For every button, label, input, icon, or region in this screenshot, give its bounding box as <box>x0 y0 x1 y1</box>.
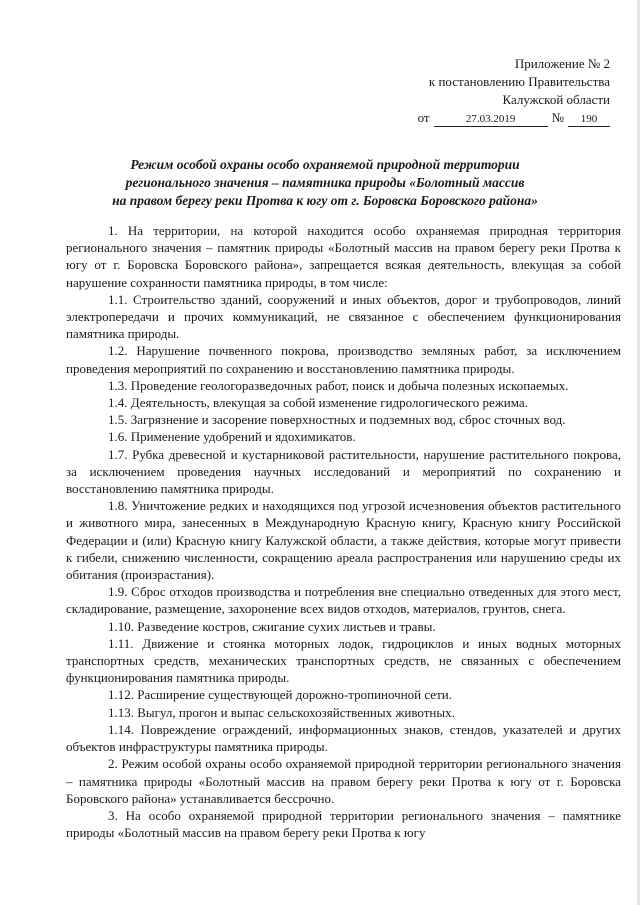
paragraph-1-5: 1.5. Загрязнение и засорение поверхностных и подземных вод, сброс сточных вод. <box>108 412 566 428</box>
paragraph-1-1: 1.1. Строительство зданий, сооружений и иных объектов, дорог и трубопроводов, линий электропередачи и прочих коммуникаций, не связанное с обеспечением функционирования памятника природы. <box>66 291 621 342</box>
date-number-row <box>350 109 610 127</box>
paragraph-1-4: 1.4. Деятельность, влекущая за собой изменение гидрологического режима. <box>108 395 528 411</box>
paragraph-1-2: 1.2. Нарушение почвенного покрова, производство земляных работ, за исключением проведения мероприятий по сохранению и восстановлению памятника природы. <box>66 343 621 376</box>
resolution-date: 27.03.2019 <box>434 113 548 127</box>
appendix-number: Приложение № 2 <box>514 56 610 71</box>
paragraph-1-14: 1.14. Повреждение ограждений, информационных знаков, стендов, указателей и других объектов инфраструктуры памятника природы. <box>66 721 621 755</box>
paragraph-1-10: 1.10. Разведение костров, сжигание сухих листьев и травы. <box>108 618 436 634</box>
title-line-2: регионального значения – памятника природы «Болотный массив <box>125 175 525 190</box>
appendix-header <box>350 55 610 127</box>
paragraph-1-8: 1.8. Уничтожение редких и находящихся под угрозой исчезновения объектов растительного и животного мира, занесенных в Международную Красную книгу, Красную книгу Российской Федерации и (или) Красную книгу Калужской области, а также действия, которые могут привести к гибели, снижению численности, сокращению ареала распространения или нарушению среды их обитания (произрастания). <box>66 498 621 583</box>
resolution-number: 190 <box>568 113 610 127</box>
title-line-1: Режим особой охраны особо охраняемой природной территории <box>130 157 520 172</box>
resolution-reference: к постановлению Правительства <box>428 74 610 89</box>
paragraph-1-3: 1.3. Проведение геологоразведочных работ, поиск и добыча полезных ископаемых. <box>108 377 569 393</box>
paragraph-1-11: 1.11. Движение и стоянка моторных лодок, гидроциклов и иных водных моторных транспортных средств, механических транспортных средств, не связанных с обеспечением функционирования памятника природы. <box>66 635 621 686</box>
paragraph-1-6: 1.6. Применение удобрений и ядохимикатов. <box>108 429 356 445</box>
region-name: Калужской области <box>502 92 610 107</box>
paragraph-1-7: 1.7. Рубка древесной и кустарниковой растительности, нарушение растительного покрова, за исключением проведения научных исследований и мероприятий по сохранению и восстановлению памятника природы. <box>66 446 621 497</box>
title-line-3: на правом берегу реки Протва к югу от г. Боровска Боровского района» <box>112 193 538 208</box>
paragraph-1-12: 1.12. Расширение существующей дорожно-тропиночной сети. <box>108 687 452 703</box>
document-title <box>60 156 590 210</box>
number-sign: № <box>551 110 564 125</box>
paragraph-2: 2. Режим особой охраны особо охраняемой природной территории регионального значения – памятника природы «Болотный массив на правом берегу реки Протва к югу от г. Боровска Боровского района» устанавливается бессрочно. <box>66 756 621 806</box>
date-prefix: от <box>417 110 430 125</box>
paragraph-1-13: 1.13. Выгул, прогон и выпас сельскохозяйственных животных. <box>108 704 455 720</box>
document-body <box>66 222 621 841</box>
paragraph-1: 1. На территории, на которой находится особо охраняемая природная территория регионального значения – памятник природы «Болотный массив на правом берегу реки Протва к югу от г. Боровска Боровского района», запрещается всякая деятельность, влекущая за собой нарушение сохранности памятника природы, в том числе: <box>66 223 621 290</box>
paragraph-3: 3. На особо охраняемой природной территории регионального значения – памятнике природы «Болотный массив на правом берегу реки Протва к югу <box>66 807 621 841</box>
paragraph-1-9: 1.9. Сброс отходов производства и потребления вне специально отведенных для этого мест, складирование, размещение, захоронение всех видов отходов, материалов, грунтов, снега. <box>66 584 621 617</box>
